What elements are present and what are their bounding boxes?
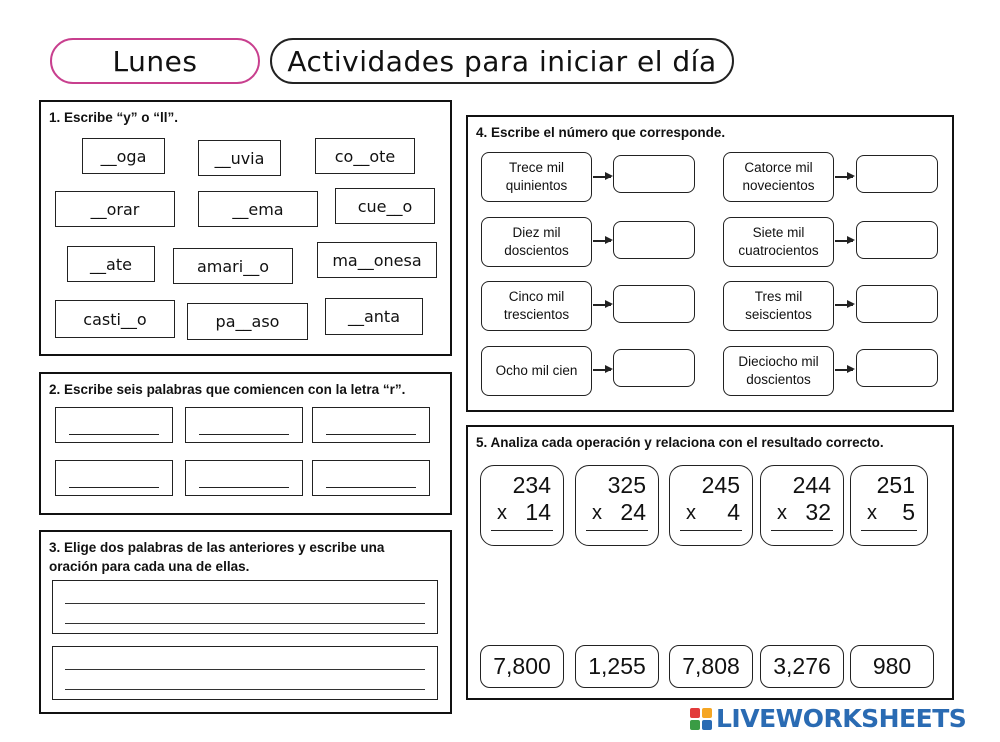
- arrow-icon: [593, 304, 611, 306]
- op-underline: [861, 530, 917, 531]
- card-line: Diez mil: [512, 224, 561, 240]
- multiplication-card[interactable]: [669, 465, 753, 546]
- card-line: cuatrocientos: [738, 243, 819, 258]
- number-answer-box[interactable]: [856, 155, 938, 193]
- op-top: 245: [701, 472, 740, 498]
- writing-line: [65, 689, 425, 690]
- day-pill: [50, 38, 260, 84]
- number-answer-box[interactable]: [856, 221, 938, 259]
- op-underline: [771, 530, 833, 531]
- sentence-box[interactable]: [52, 580, 438, 634]
- answer-blank[interactable]: [312, 407, 430, 443]
- card-line: seiscientos: [745, 307, 812, 322]
- card-line: doscientos: [746, 372, 811, 387]
- answer-blank[interactable]: [55, 407, 173, 443]
- arrow-icon: [835, 176, 853, 178]
- card-line: Catorce mil: [744, 159, 813, 175]
- op-top: 325: [607, 472, 646, 498]
- arrow-icon: [593, 176, 611, 178]
- section-5-title: 5. Analiza cada operación y relaciona con el resultado correcto.: [476, 435, 884, 450]
- word-box[interactable]: __ema: [198, 191, 318, 227]
- number-answer-box[interactable]: [613, 349, 695, 387]
- logo-text: LIVEWORKSHEETS: [716, 704, 967, 733]
- number-word-card: [723, 281, 834, 331]
- word-box[interactable]: __oga: [82, 138, 165, 174]
- result-card[interactable]: 7,808: [669, 645, 753, 688]
- section-1-title: 1. Escribe “y” o “ll”.: [49, 110, 179, 125]
- arrow-icon: [835, 240, 853, 242]
- op-bottom: 24: [620, 499, 646, 525]
- arrow-icon: [593, 369, 611, 371]
- card-line: Cinco mil: [508, 288, 565, 304]
- word-box[interactable]: amari__o: [173, 248, 293, 284]
- writing-line: [65, 623, 425, 624]
- card-line: Ocho mil cien: [495, 362, 578, 378]
- result-card[interactable]: 1,255: [575, 645, 659, 688]
- writing-line: [65, 603, 425, 604]
- card-line: quinientos: [505, 178, 568, 193]
- card-line: Tres mil: [754, 288, 803, 304]
- op-underline: [491, 530, 553, 531]
- times-sign: x: [686, 502, 696, 524]
- liveworksheets-logo: [690, 704, 966, 733]
- answer-blank[interactable]: [312, 460, 430, 496]
- number-answer-box[interactable]: [613, 155, 695, 193]
- op-top: 244: [792, 472, 831, 498]
- section-3-title-line1: 3. Elige dos palabras de las anteriores y escribe una: [49, 540, 385, 555]
- multiplication-card[interactable]: [575, 465, 659, 546]
- day-label: Lunes: [112, 44, 198, 78]
- section-4-title: 4. Escribe el número que corresponde.: [476, 125, 726, 140]
- sentence-box[interactable]: [52, 646, 438, 700]
- card-line: Trece mil: [508, 159, 564, 175]
- card-line: doscientos: [504, 243, 569, 258]
- op-underline: [586, 530, 648, 531]
- number-word-card: [481, 281, 592, 331]
- word-box[interactable]: __ate: [67, 246, 155, 282]
- word-box[interactable]: co__ote: [315, 138, 415, 174]
- number-word-card: [723, 217, 834, 267]
- number-word-card: [481, 217, 592, 267]
- op-bottom: 32: [805, 499, 831, 525]
- section-3-title-line2: oración para cada una de ellas.: [49, 559, 250, 574]
- answer-blank[interactable]: [185, 460, 303, 496]
- logo-grid-icon: [690, 708, 712, 730]
- page-title: Actividades para iniciar el día: [287, 44, 717, 78]
- word-box[interactable]: __uvia: [198, 140, 281, 176]
- times-sign: x: [777, 502, 787, 524]
- card-line: trescientos: [503, 307, 570, 322]
- op-top: 251: [876, 472, 915, 498]
- times-sign: x: [867, 502, 877, 524]
- arrow-icon: [835, 304, 853, 306]
- times-sign: x: [592, 502, 602, 524]
- writing-line: [65, 669, 425, 670]
- multiplication-card[interactable]: [480, 465, 564, 546]
- number-word-card: [481, 152, 592, 202]
- result-card[interactable]: 980: [850, 645, 934, 688]
- section-2-title: 2. Escribe seis palabras que comiencen con la letra “r”.: [49, 382, 406, 397]
- word-box[interactable]: pa__aso: [187, 303, 308, 340]
- title-pill: [270, 38, 734, 84]
- number-answer-box[interactable]: [613, 221, 695, 259]
- card-line: novecientos: [742, 178, 815, 193]
- arrow-icon: [593, 240, 611, 242]
- answer-blank[interactable]: [185, 407, 303, 443]
- op-bottom: 4: [727, 499, 740, 525]
- op-underline: [680, 530, 742, 531]
- number-answer-box[interactable]: [613, 285, 695, 323]
- word-box[interactable]: ma__onesa: [317, 242, 437, 278]
- result-card[interactable]: 7,800: [480, 645, 564, 688]
- word-box[interactable]: __orar: [55, 191, 175, 227]
- card-line: Siete mil: [752, 224, 805, 240]
- arrow-icon: [835, 369, 853, 371]
- op-bottom: 5: [902, 499, 915, 525]
- word-box[interactable]: __anta: [325, 298, 423, 335]
- number-word-card: [723, 346, 834, 396]
- number-answer-box[interactable]: [856, 285, 938, 323]
- multiplication-card[interactable]: [760, 465, 844, 546]
- times-sign: x: [497, 502, 507, 524]
- multiplication-card[interactable]: [850, 465, 928, 546]
- result-card[interactable]: 3,276: [760, 645, 844, 688]
- op-bottom: 14: [525, 499, 551, 525]
- answer-blank[interactable]: [55, 460, 173, 496]
- number-answer-box[interactable]: [856, 349, 938, 387]
- number-word-card: [481, 346, 592, 396]
- word-box[interactable]: casti__o: [55, 300, 175, 338]
- number-word-card: [723, 152, 834, 202]
- card-line: Dieciocho mil: [738, 353, 819, 369]
- op-top: 234: [512, 472, 551, 498]
- word-box[interactable]: cue__o: [335, 188, 435, 224]
